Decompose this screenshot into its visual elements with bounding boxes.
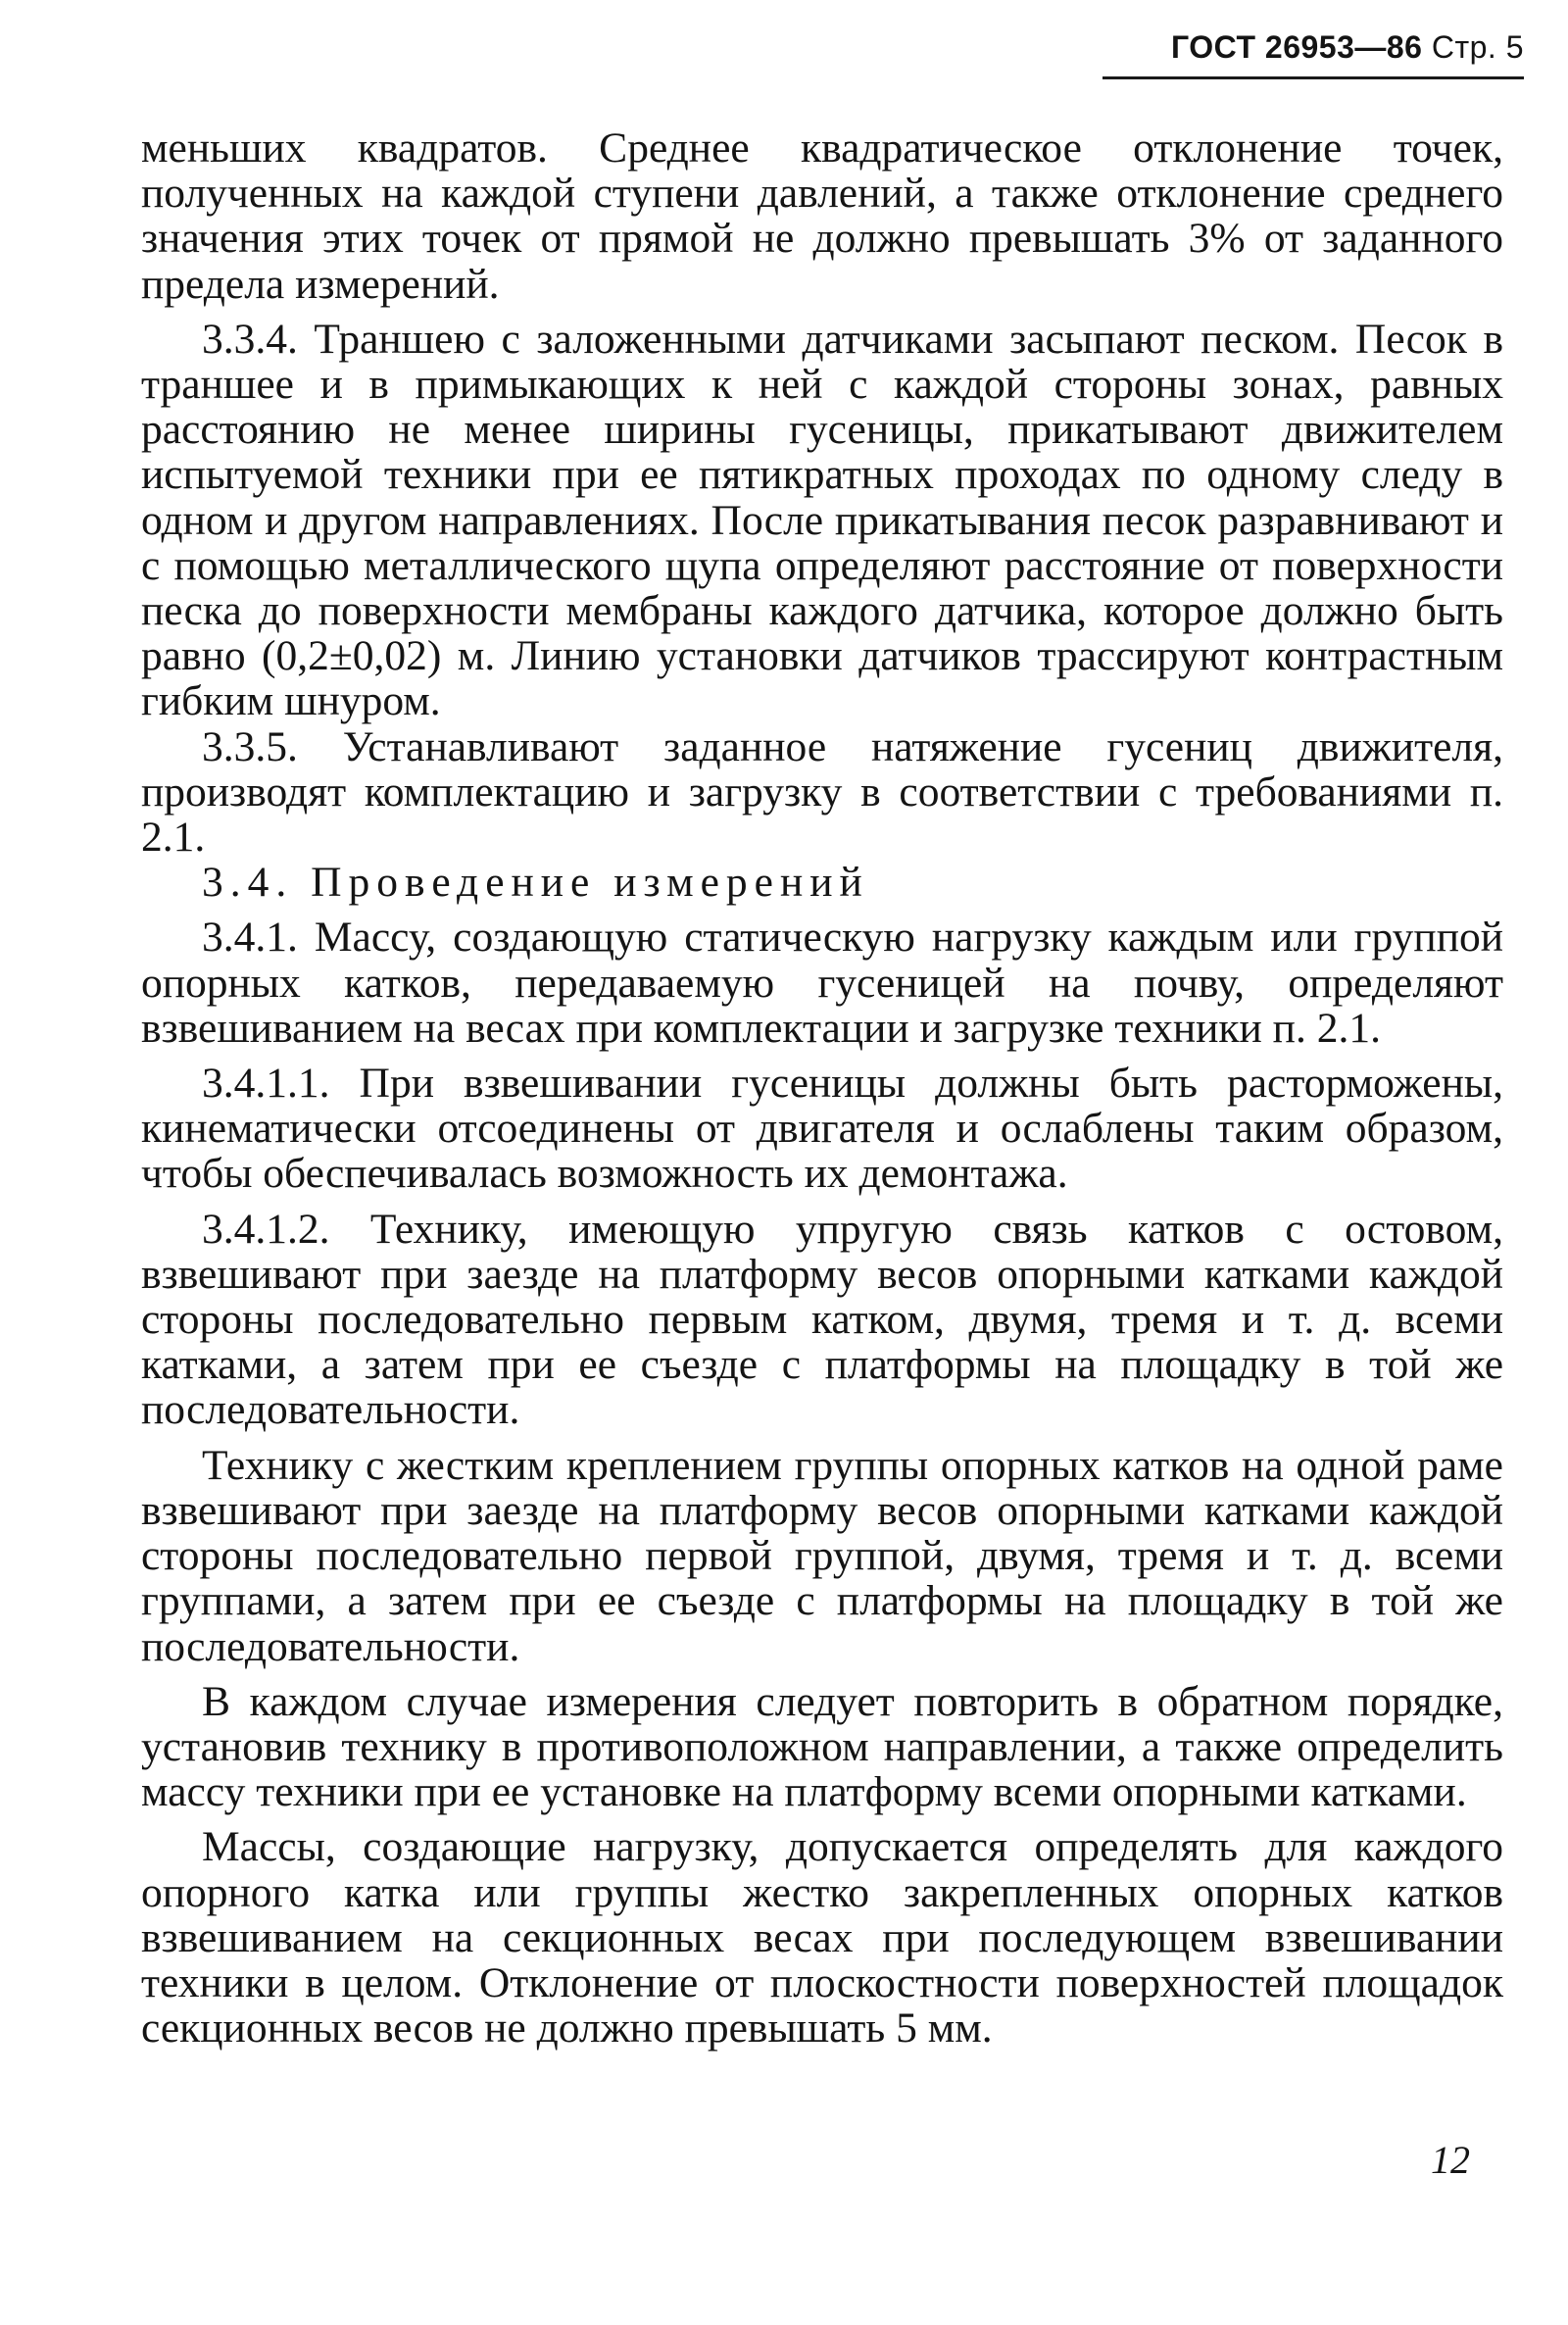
- paragraph-3-3-5: 3.3.5. Устанавливают заданное натяжение гусениц движителя, производят комплектацию и загрузку в соответствии с требованиями п. 2.1.: [141, 722, 1503, 862]
- page-number: 12: [1431, 2138, 1470, 2182]
- paragraph-3-3-4: 3.3.4. Траншею с заложенными датчиками засыпают песком. Песок в траншее и в примыкающих к ней с каждой стороны зонах, равных расстоянию не менее ширины гусеницы, прикатывают движителем испытуемой техники при ее пятикратных проходах по одному следу в одном и другом направлениях. После прикатывания песок разравнивают и с помощью металлического щупа определяют расстояние от поверхности песка до поверхности мембраны каждого датчика, которое должно быть равно (0,2±0,02) м. Линию установки датчиков трассируют контрастным гибким шнуром.: [141, 315, 1503, 725]
- body-text: [141, 125, 1503, 2051]
- paragraph-reverse-order: В каждом случае измерения следует повторить в обратном порядке, установив технику в противоположном направлении, а также определить массу техники при ее установке на платформу всеми опорными катками.: [141, 1677, 1503, 1816]
- paragraph-sectional-scales: Массы, создающие нагрузку, допускается определять для каждого опорного катка или группы жестко закрепленных опорных катков взвешиванием на секционных весах при последующем взвешивании техники в целом. Отклонение от плоскостности поверхностей площадок секционных весов не должно превышать 5 мм.: [141, 1823, 1503, 2053]
- paragraph-continuation: меньших квадратов. Среднее квадратическое отклонение точек, полученных на каждой ступени давлений, а также отклонение среднего значения этих точек от прямой не должно превышать 3% от заданного предела измерений.: [141, 124, 1503, 308]
- paragraph-3-4-1-2: 3.4.1.2. Технику, имеющую упругую связь катков с остовом, взвешивают при заезде на платформу весов опорными катками каждой стороны последовательно первым катком, двумя, тремя и т. д. всеми катками, а затем при ее съезде с платформы на площадку в той же последовательности.: [141, 1205, 1503, 1434]
- section-heading-3-4: 3.4. Проведение измерений: [202, 859, 869, 907]
- standard-number: ГОСТ 26953—86: [1171, 29, 1423, 65]
- paragraph-3-4-1-1: 3.4.1.1. При взвешивании гусеницы должны быть расторможены, кинематически отсоединены от двигателя и ослаблены таким образом, чтобы обеспечивалась возможность их демонтажа.: [141, 1060, 1503, 1198]
- page-label: Стр. 5: [1431, 29, 1524, 65]
- paragraph-3-4-1: 3.4.1. Массу, создающую статическую нагрузку каждым или группой опорных катков, передаваемую гусеницей на почву, определяют взвешиванием на весах при комплектации и загрузке техники п. 2.1.: [141, 914, 1503, 1052]
- running-header: [1102, 27, 1524, 79]
- paragraph-rigid-mount: Технику с жестким креплением группы опорных катков на одной раме взвешивают при заезде на платформу весов опорными катками каждой стороны последовательно первой группой, двумя, тремя и т. д. всеми группами, а затем при ее съезде с платформы на площадку в той же последовательности.: [141, 1441, 1503, 1670]
